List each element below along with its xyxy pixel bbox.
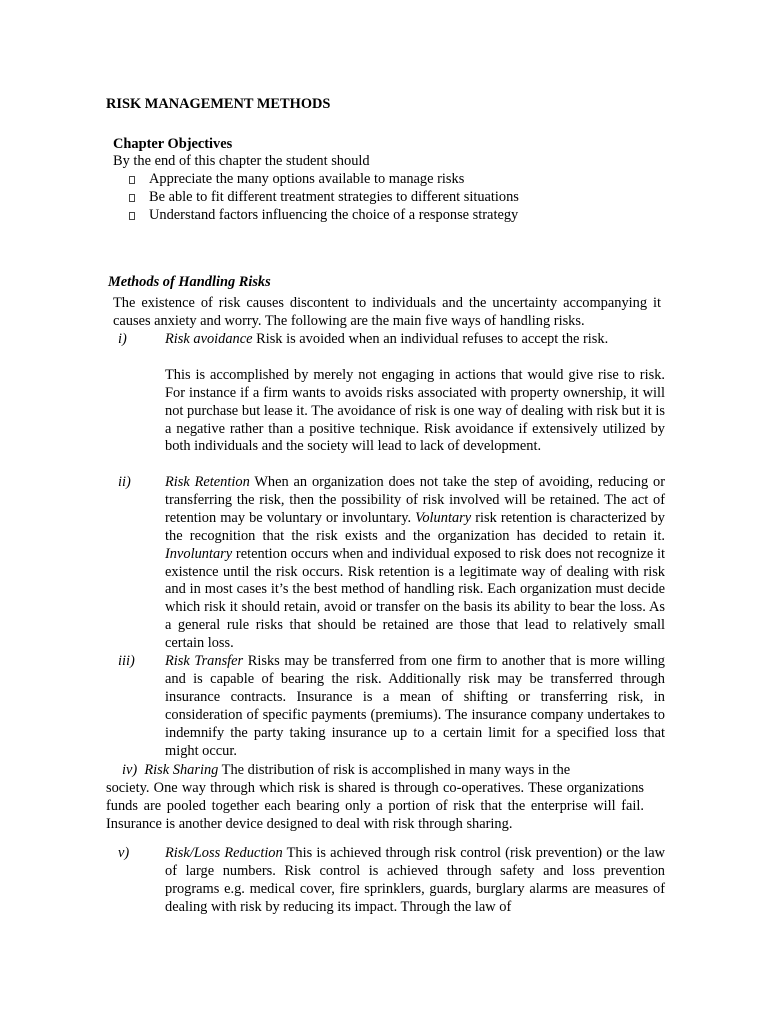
method-term: Risk Transfer <box>165 653 244 669</box>
methods-heading: Methods of Handling Risks <box>108 274 271 290</box>
method-term: Risk Retention <box>165 474 250 490</box>
method-reduction: Risk/Loss Reduction This is achieved through risk control (risk prevention) or the law of large numbers. Risk control is achieved through safety and loss prevention programs e.g. medical cover, fire sprinklers, guards, burglary alarms are measures of dealing with risk by reducing its impact. Through the law of <box>165 845 665 915</box>
method-term: Risk Sharing <box>144 762 219 778</box>
method-sharing: iv) Risk Sharing The distribution of risk is accomplished in many ways in the society. One way through which risk is shared is through co-operatives. These organizations funds are pooled together each bearing only a portion of risk that the enterprise will fail. Insurance is another device designed to deal with risk through sharing. <box>106 762 644 832</box>
bullet-box-icon <box>129 194 135 202</box>
method-transfer: Risk Transfer Risks may be transferred from one firm to another that is more willing and is capable of bearing the risk. Additionally risk may be transferred through insurance contracts. Insurance is a mean of shifting or transferring risk, in consideration of specific payments (premiums). The insurance company undertakes to indemnify the party taking insurance up to a certain limit for a specified loss that might occur. <box>165 653 665 759</box>
objectives-list <box>113 171 519 225</box>
objectives-heading: Chapter Objectives <box>113 136 233 152</box>
item-number: iii) <box>118 653 135 669</box>
item-number: ii) <box>118 474 131 490</box>
item-number: iv) <box>122 762 138 778</box>
list-item: Understand factors influencing the choice of a response strategy <box>113 207 519 225</box>
list-item: Appreciate the many options available to manage risks <box>113 171 519 189</box>
method-term: Risk/Loss Reduction <box>165 845 283 861</box>
list-item: Be able to fit different treatment strategies to different situations <box>113 189 519 207</box>
bullet-box-icon <box>129 176 135 184</box>
method-avoidance-detail: This is accomplished by merely not engaging in actions that would give rise to risk. For instance if a firm wants to avoids risks associated with property ownership, it will not purchase but lease it. The avoidance of risk is one way of dealing with risk but it is a negative rather than a positive technique. Risk avoidance if extensively utilized by both individuals and the society will lead to lack of development. <box>165 366 665 455</box>
methods-intro: The existence of risk causes discontent to individuals and the uncertainty accompanying it causes anxiety and worry. The following are the main five ways of handling risks. <box>113 295 661 329</box>
bullet-box-icon <box>129 212 135 220</box>
method-avoidance: Risk avoidance Risk is avoided when an individual refuses to accept the risk. This is accomplished by merely not engaging in actions that would give rise to risk. For instance if a firm wants to avoids risks associated with property ownership, it will not purchase but lease it. The avoidance of risk is one way of dealing with risk but it is a negative rather than a positive technique. Risk avoidance if extensively utilized by both individuals and the society will lead to lack of development. <box>165 331 665 455</box>
item-number: v) <box>118 845 130 861</box>
objectives-intro: By the end of this chapter the student should <box>113 153 370 169</box>
item-number: i) <box>118 331 127 347</box>
method-retention: Risk Retention When an organization does not take the step of avoiding, reducing or transferring the risk, then the possibility of risk involved will be retained. The act of retention may be voluntary or involuntary. Voluntary risk retention is characterized by the recognition that the risk exists and the organization has decided to retain it. Involuntary retention occurs when and individual exposed to risk does not recognize it existence until the risk occurs. Risk retention is a legitimate way of dealing with risk and in most cases it’s the best method of handling risk. Each organization must decide which risk it should retain, avoid or transfer on the basis its ability to bear the loss. As a general rule risks that should be retained are those that lead to relatively small certain loss. <box>165 474 665 652</box>
page-title: RISK MANAGEMENT METHODS <box>106 96 331 112</box>
method-term: Risk avoidance <box>165 331 253 347</box>
